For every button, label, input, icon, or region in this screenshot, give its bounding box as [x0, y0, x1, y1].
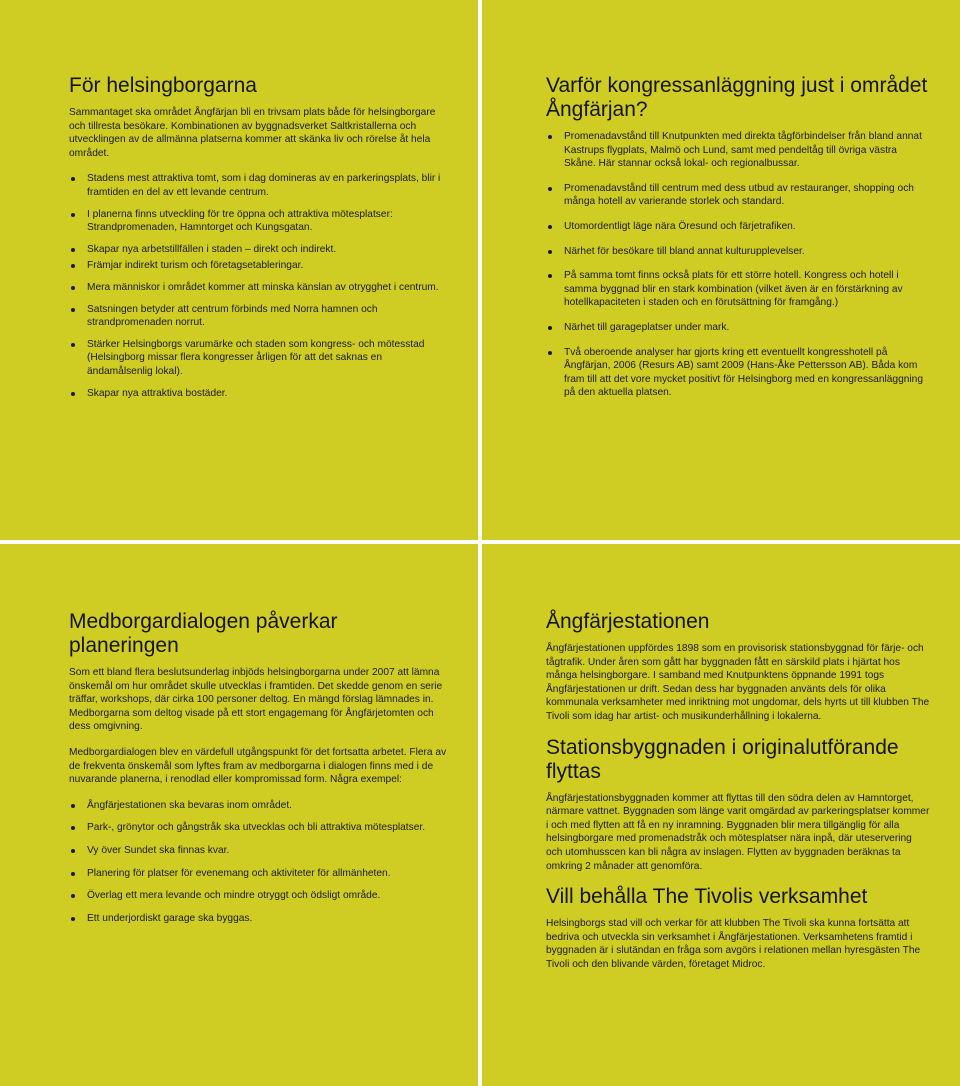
list-item: Utomordentligt läge nära Öresund och färjetrafiken.: [546, 220, 930, 234]
list-item: Vy över Sundet ska finnas kvar.: [69, 844, 448, 858]
list-item: Stadens mest attraktiva tomt, som i dag domineras av en parkeringsplats, blir i framtiden en del av ett levande centrum.: [69, 172, 448, 199]
paragraph: Medborgardialogen blev en värdefull utgångspunkt för det fortsatta arbetet. Flera av de frekventa önskemål som lyftes fram av medborgarna i dialogen finns med i de nuvarande planerna, i renodlad eller kompromissad form. Några exempel:: [69, 746, 447, 786]
section-title: Varför kongressanläggning just i området Ångfärjan?: [546, 74, 928, 121]
list-item: Närhet till garageplatser under mark.: [546, 321, 930, 335]
list-item: Promenadavstånd till centrum med dess utbud av restauranger, shopping och många hotell av varierande storlek och standard.: [546, 182, 930, 209]
list-item: Främjar indirekt turism och företagsetableringar.: [69, 259, 448, 273]
intro-paragraph: Sammantaget ska området Ångfärjan bli en trivsam plats både för helsingborgare och tillresta besökare. Kombinationen av byggnadsverket Saltkristallerna och utvecklingen av de allmänna platserna kommer att skänka liv och rörelse åt hela området.: [69, 107, 436, 159]
list-item: Skapar nya arbetstillfällen i staden – direkt och indirekt.: [69, 243, 448, 257]
list-item: Ett underjordiskt garage ska byggas.: [69, 912, 448, 926]
section-title: Vill behålla The Tivolis verksamhet: [546, 885, 868, 909]
list-item: Planering för platser för evenemang och aktiviteter för allmänheten.: [69, 867, 448, 881]
panel-medborgardialogen: [0, 544, 478, 1086]
panel-for-helsingborgarna: [0, 0, 478, 540]
paragraph: Helsingborgs stad vill och verkar för att klubben The Tivoli ska kunna fortsätta att bedriva och utveckla sin verksamhet i Ångfärjestationen. Verksamhetens framtid i byggnaden är i slutändan en fråga som avgörs i relationen mellan hyresgästen The Tivoli och den blivande värden, företaget Midroc.: [546, 918, 921, 970]
list-item: Mera människor i området kommer att minska känslan av otrygghet i centrum.: [69, 281, 448, 295]
list-item: Ångfärjestationen ska bevaras inom området.: [69, 799, 448, 813]
list-item: På samma tomt finns också plats för ett större hotell. Kongress och hotell i samma byggnad blir en stark kombination (vilket även är en förstärkning av hotellkapaciteten i staden och en förutsättning för framgång.): [546, 269, 930, 310]
section-title: Ångfärjestationen: [546, 610, 710, 633]
list-item: Promenadavstånd till Knutpunkten med direkta tågförbindelser från bland annat Kastrups flygplats, Malmö och Lund, samt med pendeltåg till övriga västra Skåne. Här stannar också lokal- och regionalbussar.: [546, 130, 930, 171]
list-item: Två oberoende analyser har gjorts kring ett eventuellt kongresshotell på Ångfärjan, 2006 (Resurs AB) samt 2009 (Hans-Åke Pettersson AB). Båda kom fram till att det vore mycket positivt för Helsingborg med en kongressanläggning på den aktuella platsen.: [546, 346, 930, 400]
list-item: Skapar nya attraktiva bostäder.: [69, 387, 448, 401]
paragraph: Som ett bland flera beslutsunderlag inbjöds helsingborgarna under 2007 att lämna önskemål om hur området skulle utvecklas i framtiden. Det skedde genom en serie träffar, workshops, där cirka 100 personer deltog. En mängd förslag lämnades in. Medborgarna som deltog visade på ett stort engagemang för Ångfärjetomten och dess omgivning.: [69, 667, 443, 733]
bullet-list: [546, 130, 930, 400]
list-item: Överlag ett mera levande och mindre otryggt och ödsligt område.: [69, 889, 448, 903]
section-title: Stationsbyggnaden i originalutförande flyttas: [546, 735, 899, 783]
paragraph: Ångfärjestationsbyggnaden kommer att flyttas till den södra delen av Hamntorget, närmare vattnet. Byggnaden som länge varit omgärdad av parkeringsplatser kommer i och med flytten att få en ny inramning. Byggnaden blir mera tillgänglig för alla helsingborgare med promenadstråk och mötesplatser nära inpå, där uteservering och utomhusscen kan bli några av inslagen. Flytten av byggnaden beräknas ta omkring 2 månader att genomföra.: [546, 792, 930, 872]
section-title: Medborgardialogen påverkar planeringen: [69, 610, 338, 657]
paragraph: Ångfärjestationen uppfördes 1898 som en provisorisk stationsbyggnad för färje- och tågtrafik. Under åren som gått har byggnaden fått en särskild plats i hjärtat hos många helsingborgare. I samband med Knutpunktens öppnande 1991 togs Ångfärjestationen ur drift. Sedan dess har byggnaden använts dels för olika kommunala verksamheter med inriktning mot ungdomar, dels hyrts ut till klubben The Tivoli som idag har artist- och musikunderhållning i lokalerna.: [546, 643, 930, 722]
list-item: Satsningen betyder att centrum förbinds med Norra hamnen och strandpromenaden norrut.: [69, 303, 448, 330]
panel-angfarjestationen: [482, 544, 960, 1086]
list-item: Närhet för besökare till bland annat kulturupplevelser.: [546, 245, 930, 259]
list-item: I planerna finns utveckling för tre öppna och attraktiva mötesplatser: Strandpromenaden, Hamntorget och Kungsgatan.: [69, 208, 448, 235]
list-item: Stärker Helsingborgs varumärke och staden som kongress- och mötesstad (Helsingborg missar flera kongresser årligen för att det saknas en ändamålsenlig lokal).: [69, 338, 448, 379]
bullet-list: [69, 172, 448, 400]
panel-kongressanlaggning: [482, 0, 960, 540]
list-item: Park-, grönytor och gångstråk ska utvecklas och bli attraktiva mötesplatser.: [69, 821, 448, 835]
bullet-list: [69, 799, 448, 926]
section-title: För helsingborgarna: [69, 74, 257, 97]
